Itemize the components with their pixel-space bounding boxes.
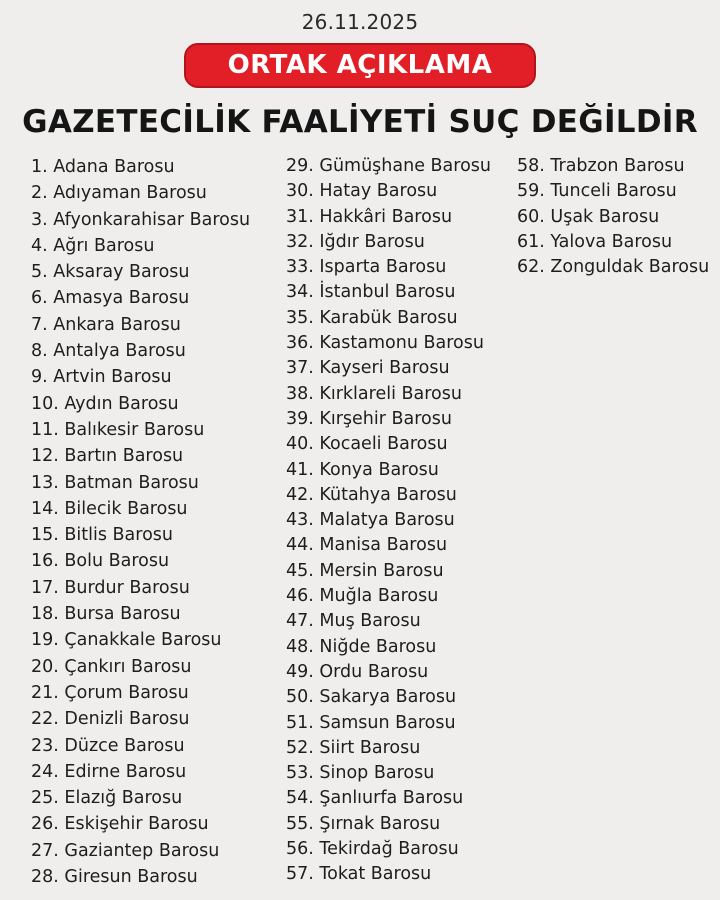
bar-list-item: 50. Sakarya Barosu xyxy=(286,687,457,708)
bar-list-item: 39. Kırşehir Barosu xyxy=(286,408,452,429)
bar-list-item: 25. Elazığ Barosu xyxy=(31,788,183,809)
bar-list-item: 12. Bartın Barosu xyxy=(31,446,184,467)
bar-list-column-3 xyxy=(517,154,709,280)
bar-list-item: 18. Bursa Barosu xyxy=(31,604,181,625)
bar-list-item: 56. Tekirdağ Barosu xyxy=(286,839,459,860)
bar-list-item: 32. Iğdır Barosu xyxy=(286,231,425,252)
bar-list-item: 54. Şanlıurfa Barosu xyxy=(286,788,464,809)
bar-list-item: 29. Gümüşhane Barosu xyxy=(286,156,491,176)
bar-list-item: 9. Artvin Barosu xyxy=(31,367,172,388)
bar-list-item: 28. Giresun Barosu xyxy=(31,867,198,888)
bar-list-item: 16. Bolu Barosu xyxy=(31,551,170,572)
bar-list-item: 37. Kayseri Barosu xyxy=(286,358,450,379)
bar-list-item: 53. Sinop Barosu xyxy=(286,763,435,784)
bar-list-item: 31. Hakkâri Barosu xyxy=(286,206,453,227)
date-text: 26.11.2025 xyxy=(301,10,419,34)
bar-list-item: 1. Adana Barosu xyxy=(31,157,175,177)
bar-list-item: 6. Amasya Barosu xyxy=(31,288,190,309)
bar-list-column-1 xyxy=(31,154,250,890)
joint-statement-badge: ORTAK AÇIKLAMA xyxy=(184,43,536,88)
bar-list-item: 14. Bilecik Barosu xyxy=(31,498,188,519)
bar-list-item: 13. Batman Barosu xyxy=(31,472,199,493)
bar-list-item: 36. Kastamonu Barosu xyxy=(286,333,484,354)
bar-list-item: 51. Samsun Barosu xyxy=(286,712,456,733)
bar-list-item: 47. Muş Barosu xyxy=(286,611,421,632)
bar-list-item: 21. Çorum Barosu xyxy=(31,682,189,703)
bar-list-item: 2. Adıyaman Barosu xyxy=(31,183,207,204)
bar-list-item: 20. Çankırı Barosu xyxy=(31,656,192,677)
bar-list-item: 7. Ankara Barosu xyxy=(31,314,181,335)
bar-list-item: 45. Mersin Barosu xyxy=(286,560,444,581)
bar-list-item: 4. Ağrı Barosu xyxy=(31,235,155,256)
bar-list-item: 22. Denizli Barosu xyxy=(31,709,190,730)
bar-list-item: 30. Hatay Barosu xyxy=(286,181,438,202)
bar-list-item: 55. Şırnak Barosu xyxy=(286,813,441,834)
bar-list-item: 15. Bitlis Barosu xyxy=(31,525,173,546)
bar-list-item: 41. Konya Barosu xyxy=(286,459,439,480)
bar-list-item: 17. Burdur Barosu xyxy=(31,577,190,598)
bar-list-item: 42. Kütahya Barosu xyxy=(286,484,457,505)
bar-list-item: 60. Uşak Barosu xyxy=(517,206,660,227)
bar-list-item: 59. Tunceli Barosu xyxy=(517,181,677,202)
bar-list-item: 8. Antalya Barosu xyxy=(31,341,186,362)
headline: GAZETECİLİK FAALİYETİ SUÇ DEĞİLDİR xyxy=(22,104,698,140)
bar-list-item: 40. Kocaeli Barosu xyxy=(286,434,448,455)
bar-list-column-2 xyxy=(286,154,491,888)
bar-list-item: 19. Çanakkale Barosu xyxy=(31,630,222,651)
bar-list-item: 57. Tokat Barosu xyxy=(286,864,432,885)
bar-list-item: 35. Karabük Barosu xyxy=(286,307,458,328)
bar-list-item: 27. Gaziantep Barosu xyxy=(31,840,220,861)
bar-list-item: 23. Düzce Barosu xyxy=(31,735,185,756)
bar-list-item: 46. Muğla Barosu xyxy=(286,586,439,607)
bar-list-item: 62. Zonguldak Barosu xyxy=(517,257,710,278)
bar-list-item: 52. Siirt Barosu xyxy=(286,737,421,758)
bar-list-item: 33. Isparta Barosu xyxy=(286,257,447,278)
bar-list-item: 38. Kırklareli Barosu xyxy=(286,383,462,404)
bar-list-item: 58. Trabzon Barosu xyxy=(517,156,685,176)
bar-list-item: 61. Yalova Barosu xyxy=(517,231,673,252)
bar-list-item: 24. Edirne Barosu xyxy=(31,761,187,782)
bar-list-item: 49. Ordu Barosu xyxy=(286,661,429,682)
bar-list-item: 48. Niğde Barosu xyxy=(286,636,437,657)
bar-list-item: 44. Manisa Barosu xyxy=(286,535,448,556)
bar-list-item: 34. İstanbul Barosu xyxy=(286,282,456,303)
bar-list-item: 10. Aydın Barosu xyxy=(31,393,179,414)
bar-list-item: 26. Eskişehir Barosu xyxy=(31,814,209,835)
bar-list-item: 43. Malatya Barosu xyxy=(286,510,455,531)
bar-list-item: 11. Balıkesir Barosu xyxy=(31,419,205,440)
bar-list-item: 3. Afyonkarahisar Barosu xyxy=(31,209,251,230)
bar-list-item: 5. Aksaray Barosu xyxy=(31,262,190,283)
